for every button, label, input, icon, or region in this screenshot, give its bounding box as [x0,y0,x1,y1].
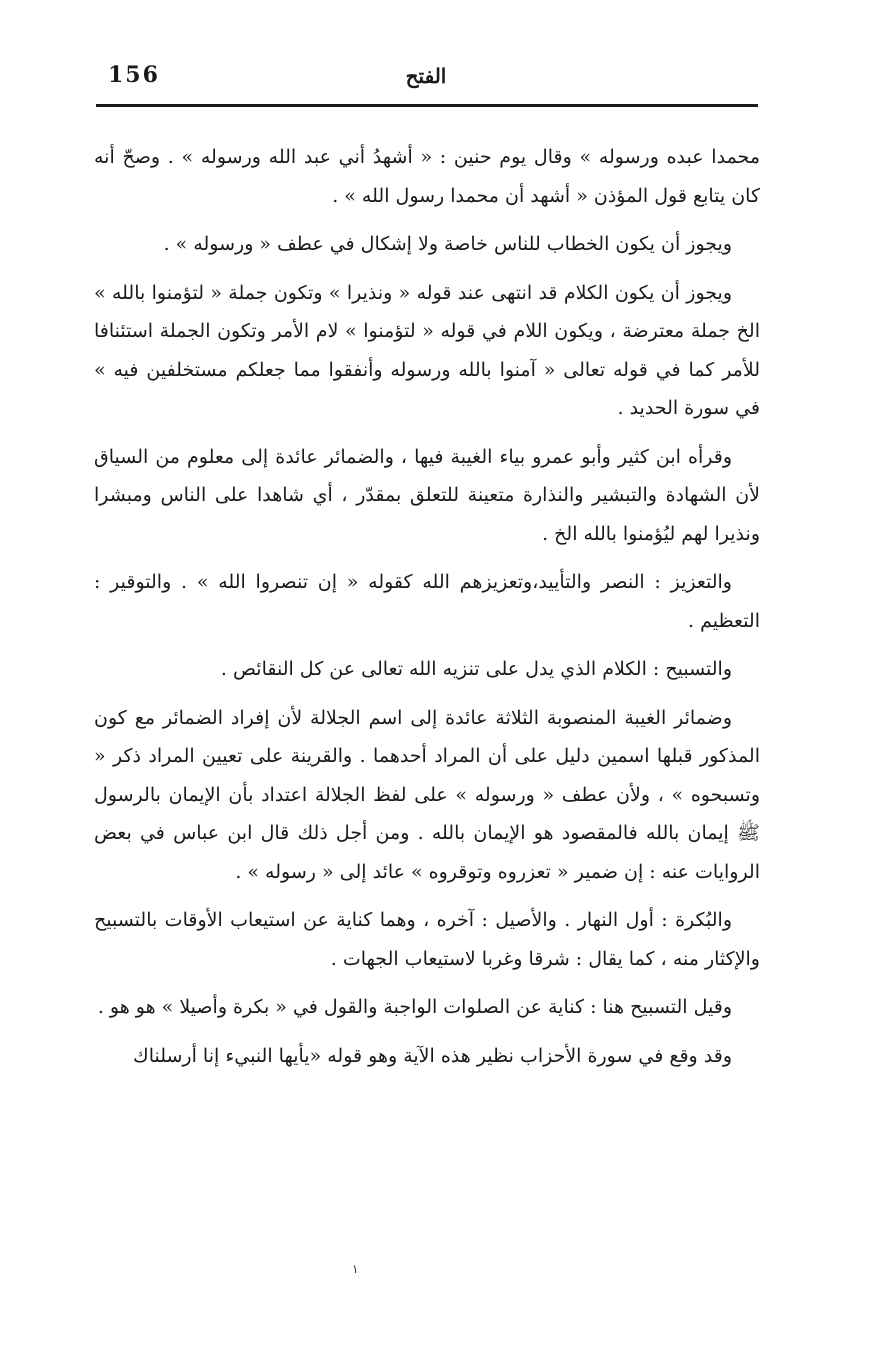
paragraph: وقيل التسبيح هنا : كناية عن الصلوات الواجبة والقول في « بكرة وأصيلا » هو هو . [97,996,732,1018]
paragraph: وقد وقع في سورة الأحزاب نظير هذه الآية وهو قوله «يأيها النبيء إنا أرسلناك [133,1044,732,1067]
header-rule [96,104,758,107]
paragraph: والتسبيح : الكلام الذي يدل على تنزيه الله تعالى عن كل النقائص . [220,658,732,680]
paragraph: وقرأه ابن كثير وأبو عمرو بياء الغيبة فيها ، والضمائر عائدة إلى معلوم من السياق لأن الشهادة والتبشير والنذارة متعينة للتعلق بمقدّر ، أي شاهدا على الناس ومبشرا ونذيرا لهم ليُؤمنوا بالله الخ . [94,445,760,545]
paragraph: ويجوز أن يكون الخطاب للناس خاصة ولا إشكال في عطف « ورسوله » . [163,233,732,255]
paragraph: محمدا عبده ورسوله » وقال يوم حنين : « أشهدُ أني عبد الله ورسوله » . وصحّ أنه كان يتابع قول المؤذن « أشهد أن محمدا رسول الله » . [94,146,760,207]
paragraph: والبُكرة : أول النهار . والأصيل : آخره ، وهما كناية عن استيعاب الأوقات بالتسبيح والإكثار منه ، كما يقال : شرقا وغربا لاستيعاب الجهات . [94,909,760,970]
running-title: الفتح [405,64,447,88]
paragraph: وضمائر الغيبة المنصوبة الثلاثة عائدة إلى اسم الجلالة لأن إفراد الضمائر مع كون المذكور قبلها اسمين دليل على أن المراد أحدهما . والقرينة على تعيين المراد ذكر « وتسبحوه » ، ولأن عطف « ورسوله » على لفظ الجلالة اعتداد بأن الإيمان بالرسول ﷺ إيمان بالله فالمقصود هو الإيمان بالله . ومن أجل ذلك قال ابن عباس في بعض الروايات عنه : إن ضمير « تعزروه وتوقروه » عائد إلى « رسوله » . [94,706,760,883]
page-mark: ١ [352,1262,359,1276]
paragraph: والتعزيز : النصر والتأييد،وتعزيزهم الله كقوله « إن تنصروا الله » . والتوقير : التعظيم . [94,571,760,632]
page-number: 156 [108,62,160,88]
body-text [94,138,760,1085]
page-header [96,62,756,98]
paragraph: ويجوز أن يكون الكلام قد انتهى عند قوله « ونذيرا » وتكون جملة « لتؤمنوا بالله » الخ جملة معترضة ، ويكون اللام في قوله « لتؤمنوا » لام الأمر وتكون الجملة استئنافا للأمر كما في قوله تعالى « آمنوا بالله ورسوله وأنفقوا مما جعلكم مستخلفين فيه » في سورة الحديد . [94,281,760,419]
